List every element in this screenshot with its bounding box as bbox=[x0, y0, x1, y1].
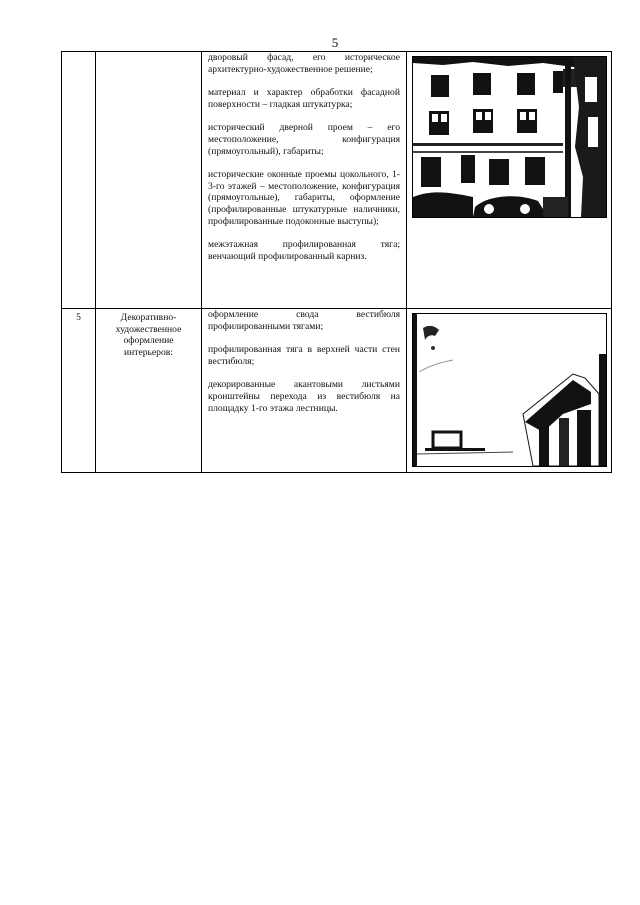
element-name-cell bbox=[96, 52, 202, 309]
description-paragraph: декорированные акантовыми листьями кронштейны перехода из вестибюля на площадку 1-го этажа лестницы. bbox=[208, 379, 400, 414]
vestibule-interior-photo bbox=[412, 313, 607, 467]
description-paragraph: профилированная тяга в верхней части стен вестибюля; bbox=[208, 344, 400, 367]
description-paragraph: исторический дверной проем – его местоположение, конфигурация (прямоугольный), габариты; bbox=[208, 122, 400, 157]
table-row bbox=[62, 52, 612, 309]
heritage-elements-table bbox=[61, 51, 612, 473]
description-cell bbox=[202, 309, 407, 473]
description-paragraph: межэтажная профилированная тяга; венчающий профилированный карниз. bbox=[208, 239, 400, 262]
description-paragraph: исторические оконные проемы цокольного, 1-3-го этажей – местоположение, конфигурация (прямоугольные), габариты, оформление (профилированные штукатурные наличники, профилированные подоконные выступы); bbox=[208, 169, 400, 227]
row-number-cell: 5 bbox=[62, 309, 96, 473]
photo-cell bbox=[407, 52, 612, 309]
description-cell bbox=[202, 52, 407, 309]
element-name-cell: Декоративно-художественное оформление интерьеров: bbox=[96, 309, 202, 473]
description-paragraph: материал и характер обработки фасадной поверхности – гладкая штукатурка; bbox=[208, 87, 400, 110]
page-number: 5 bbox=[331, 35, 339, 50]
photo-cell bbox=[407, 309, 612, 473]
description-paragraph: оформление свода вестибюля профилированными тягами; bbox=[208, 309, 400, 332]
row-number-cell bbox=[62, 52, 96, 309]
table-row bbox=[62, 309, 612, 473]
courtyard-facade-photo bbox=[412, 56, 607, 218]
description-paragraph: дворовый фасад, его историческое архитектурно-художественное решение; bbox=[208, 52, 400, 75]
